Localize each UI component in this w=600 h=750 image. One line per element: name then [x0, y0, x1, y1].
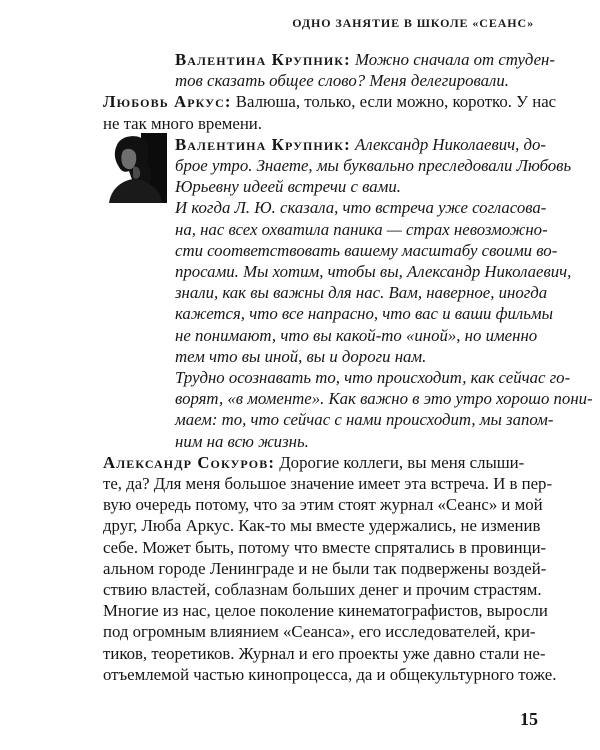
line-text: ствию властей, соблазнам больших денег и прочим страстям.	[103, 580, 542, 599]
line-text: Валюша, только, если можно, коротко. У нас	[231, 92, 557, 112]
text-line	[175, 241, 557, 260]
line-text: тиков, теоретиков. Журнал и его проекты уже давно стали не-	[103, 643, 546, 663]
line-text: под огромным влиянием «Сеанса», его исследователей, кри-	[103, 622, 536, 642]
line-text: на, нас всех охватила паника — страх невозможно-	[175, 219, 548, 239]
line-text: маем: то, что сейчас с нами происходит, мы запом-	[175, 410, 554, 430]
line-text: брое утро. Знаете, мы буквально преследовали Любовь	[175, 156, 572, 175]
line-text: сти соответствовать вашему масштабу своими во-	[175, 240, 558, 260]
line-text: Трудно осознавать то, что происходит, как сейчас го-	[175, 368, 571, 387]
text-line	[103, 474, 552, 493]
speaker-name: Валентина Крупник:	[175, 134, 351, 154]
line-text: те, да? Для меня большое значение имеет эта встреча. И в пер-	[103, 474, 553, 493]
line-text: себе. Может быть, потому что вместе спрятались в провинци-	[103, 537, 547, 557]
speaker-name: Валентина Крупник:	[175, 50, 351, 69]
text-line	[103, 114, 262, 133]
line-text: не понимают, что вы какой-то «иной», но именно	[175, 325, 538, 345]
text-line	[103, 495, 543, 514]
text-line	[103, 601, 548, 620]
line-text: Александр Николаевич, до-	[350, 134, 547, 154]
text-line	[175, 177, 401, 196]
line-text: кажется, что все напрасно, что вас и ваши фильмы	[175, 304, 553, 324]
text-line	[103, 538, 546, 557]
page-number: 15	[520, 709, 538, 729]
speaker-name: Александр Сокуров:	[103, 452, 276, 472]
line-text: не так много времени.	[103, 113, 262, 133]
photo-portrait-woman-icon	[103, 133, 167, 203]
text-line	[103, 622, 536, 641]
text-line	[103, 559, 546, 578]
text-line	[175, 283, 547, 302]
running-head: ОДНО ЗАНЯТИЕ В ШКОЛЕ «СЕАНС»	[292, 16, 534, 30]
text-line	[175, 432, 309, 451]
line-text: вую очередь потому, что за этим стоят журнал «Сеанс» и мой	[103, 495, 543, 515]
line-text: тем что вы иной, вы и дороги нам.	[175, 346, 427, 366]
line-text: ним на всю жизнь.	[175, 431, 309, 451]
line-text: И когда Л. Ю. сказала, что встреча уже согласова-	[175, 198, 547, 218]
text-line	[175, 198, 546, 217]
line-text: Юрьевну идеей встречи с вами.	[175, 177, 401, 197]
text-line	[175, 347, 426, 366]
text-line	[103, 665, 556, 684]
line-text: ворят, «в моменте». Как важно в это утро хорошо пони-	[175, 389, 593, 409]
text-line	[175, 135, 546, 154]
text-line	[103, 516, 540, 535]
speaker-name: Любовь Аркус:	[103, 92, 232, 112]
text-line	[175, 156, 571, 175]
text-line	[175, 410, 553, 429]
text-line	[175, 220, 548, 239]
line-text: просами. Мы хотим, чтобы вы, Александр Николаевич,	[175, 262, 572, 281]
line-text: тов сказать общее слово? Меня делегировали.	[175, 71, 509, 91]
text-line	[103, 92, 556, 111]
line-text: отъемлемой частью кинопроцесса, да и общекультурного тоже.	[103, 664, 557, 684]
text-line	[175, 368, 570, 387]
text-line	[103, 453, 524, 472]
text-line	[175, 50, 555, 69]
line-text: Многие из нас, целое поколение кинематографистов, выросли	[103, 601, 548, 621]
text-line	[175, 389, 593, 408]
text-line	[175, 304, 553, 323]
line-text: Можно сначала от студен-	[350, 50, 555, 69]
line-text: альном городе Ленинграде и не были так подвержены воздей-	[103, 558, 547, 578]
text-line	[175, 71, 509, 90]
line-text: друг, Люба Аркус. Как-то мы вместе удержались, не изменив	[103, 516, 541, 536]
line-text: Дорогие коллеги, вы меня слыши-	[275, 452, 525, 472]
text-line	[175, 326, 537, 345]
line-text: знали, как вы важны для нас. Вам, наверное, иногда	[175, 283, 548, 303]
text-line	[175, 262, 571, 281]
text-line	[103, 644, 545, 663]
text-line	[103, 580, 542, 599]
speaker-photo	[103, 133, 167, 203]
